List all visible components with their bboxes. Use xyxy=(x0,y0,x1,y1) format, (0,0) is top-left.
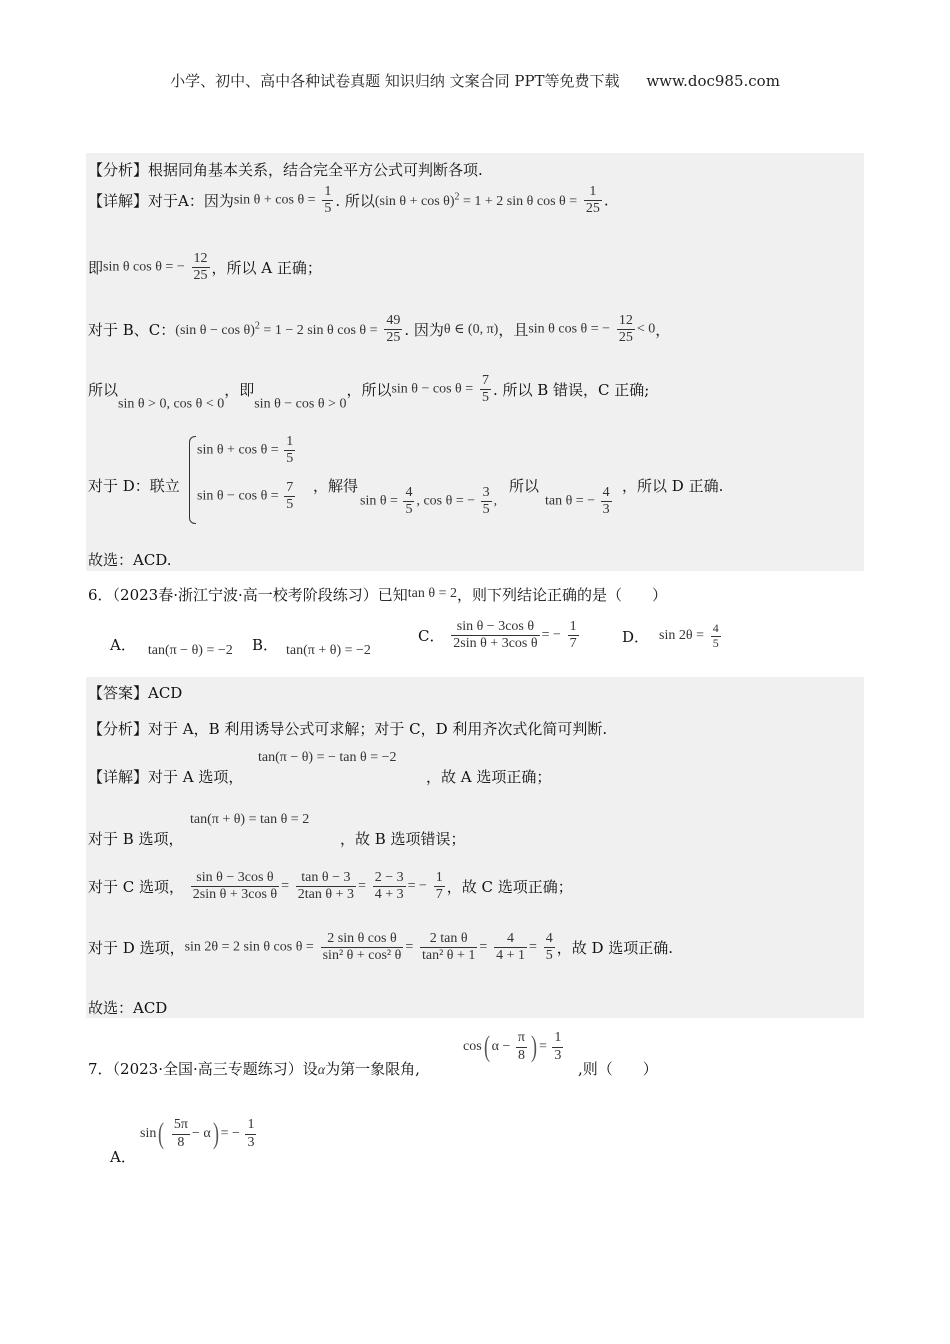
text: . 所以 B 错误，C 正确; xyxy=(492,381,650,400)
q6-detail-d xyxy=(88,931,673,964)
q6-given: tan θ = 2 xyxy=(407,586,457,601)
q5-detail-e-label: 对于 D：联立 xyxy=(88,477,180,495)
text: . xyxy=(603,191,609,210)
denominator: 4 + 3 xyxy=(374,887,404,903)
q5-eq-5: θ ∈ (0, π) xyxy=(443,322,499,338)
denominator: sin² θ + cos² θ xyxy=(322,948,402,964)
exponent: 2 xyxy=(254,320,260,332)
text: ，则下列结论正确的是（ ） xyxy=(456,586,667,604)
denominator: 4 + 1 xyxy=(496,948,525,964)
numerator: 1 xyxy=(584,184,602,201)
fraction xyxy=(296,870,356,903)
text: ，解得 xyxy=(313,477,359,495)
numerator: 1 xyxy=(245,1117,256,1134)
denominator: 3 xyxy=(247,1134,255,1150)
option-label: D． xyxy=(622,627,650,646)
numerator: 1 xyxy=(284,434,295,451)
q6-detail-a: 【详解】对于 A 选项， xyxy=(88,768,244,786)
denominator: 5 xyxy=(482,502,490,518)
system-eq-1 xyxy=(197,434,297,467)
q5-detail-d xyxy=(88,373,649,413)
equals: = xyxy=(529,939,537,955)
text: ，所以 xyxy=(346,381,392,400)
text: 所以 xyxy=(88,381,119,400)
text: 对于 D 选项， xyxy=(88,939,185,958)
denominator: 25 xyxy=(193,268,208,284)
site-header xyxy=(0,70,950,91)
option-label: C． xyxy=(418,627,445,646)
fraction xyxy=(284,434,295,467)
numerator: 4 xyxy=(403,485,414,502)
q7-option-a-label[interactable]: A． xyxy=(110,1148,136,1166)
q6-detail-c xyxy=(88,870,573,903)
denominator: 2sin θ + 3cos θ xyxy=(192,887,278,903)
option-expr: sin 2θ = xyxy=(659,628,704,644)
option-label: A． xyxy=(110,636,136,654)
equals: = xyxy=(281,878,290,894)
fraction xyxy=(172,1117,190,1150)
denominator: 5 xyxy=(286,451,294,467)
fraction xyxy=(245,1117,256,1150)
text: 6．（2023春·浙江宁波·高一校考阶段练习）已知 xyxy=(88,586,408,604)
header-url[interactable]: www.doc985.com xyxy=(646,72,780,90)
numerator: 3 xyxy=(481,485,492,502)
denominator: 5 xyxy=(286,497,294,513)
q7-stem-a xyxy=(88,1058,420,1079)
text: ，故 C 选项正确； xyxy=(446,878,573,897)
q5-eq-2 xyxy=(374,191,578,209)
fraction xyxy=(544,931,555,964)
expr: = 1 + 2 sin θ cos θ = xyxy=(463,193,578,209)
denominator: 5 xyxy=(481,390,489,406)
text: ,则（ ） xyxy=(578,1060,658,1078)
text: 所以 xyxy=(509,477,540,495)
paren-right: ) xyxy=(530,1030,537,1063)
fraction xyxy=(552,1030,563,1063)
numerator: 7 xyxy=(480,373,491,390)
q5-eq-8: sin θ − cos θ > 0 xyxy=(254,396,347,412)
numerator: 49 xyxy=(384,313,402,330)
denominator: 2tan θ + 3 xyxy=(297,887,355,903)
q5-detail-a-label: 【详解】对于A：因为 xyxy=(88,192,234,211)
q6-detail-a-eq: tan(π − θ) = − tan θ = −2 xyxy=(258,750,397,765)
alpha-symbol: α xyxy=(317,1063,326,1078)
text: . 所以 xyxy=(335,192,375,211)
text: 对于 B、C： xyxy=(88,321,176,340)
denominator: 8 xyxy=(177,1134,185,1150)
fraction xyxy=(420,931,477,964)
q5-eq-6: sin θ cos θ = − xyxy=(528,321,611,337)
expr: − α xyxy=(191,1126,211,1141)
expr: sin θ + cos θ = xyxy=(197,442,279,458)
numerator: 5π xyxy=(172,1117,190,1134)
q6-stem xyxy=(88,584,667,605)
q6-option-d[interactable] xyxy=(622,622,723,651)
text: ，故 B 选项错误； xyxy=(340,830,466,848)
expr: tan θ = − xyxy=(545,493,596,509)
option-expr: tan(π − θ) = −2 xyxy=(147,643,233,658)
q7-option-a[interactable] xyxy=(140,1117,258,1151)
numerator: 2 tan θ xyxy=(420,931,477,948)
q6-option-b[interactable] xyxy=(252,634,371,659)
expr: sin 2θ = 2 sin θ cos θ = xyxy=(184,939,314,955)
fraction xyxy=(516,1030,527,1063)
fraction xyxy=(584,184,602,217)
expr: (sin θ + cos θ) xyxy=(374,193,455,209)
q5-detail-c xyxy=(88,313,670,346)
expr: α − xyxy=(491,1039,511,1054)
q6-detail-b-eq: tan(π + θ) = tan θ = 2 xyxy=(190,812,310,827)
q5-eq-9: sin θ − cos θ = xyxy=(391,381,474,397)
equals: = xyxy=(358,878,366,894)
denominator: 7 xyxy=(435,887,443,903)
expr: = xyxy=(538,1039,547,1054)
numerator: 1 xyxy=(568,619,579,636)
q5-answer: 故选：ACD. xyxy=(88,551,172,569)
fraction xyxy=(601,485,612,518)
denominator: 5 xyxy=(405,502,413,518)
numerator: sin θ − 3cos θ xyxy=(191,870,279,887)
expr: = − xyxy=(407,878,427,894)
denominator: 25 xyxy=(386,330,401,346)
numerator: 1 xyxy=(322,184,333,201)
q6-option-a[interactable] xyxy=(110,634,233,659)
text: 为第一象限角, xyxy=(325,1060,420,1078)
text: . 因为 xyxy=(404,321,444,340)
q5-detail-a xyxy=(88,184,609,217)
denominator: 3 xyxy=(602,502,610,518)
system-brace xyxy=(189,436,196,524)
q6-detail-b: 对于 B 选项， xyxy=(88,830,184,848)
expr: = − xyxy=(541,627,561,643)
numerator: 4 xyxy=(712,621,719,635)
numerator: π xyxy=(516,1030,527,1047)
expr: , cos θ = − xyxy=(416,493,476,509)
q5-tan-eq xyxy=(545,485,614,518)
text: ，即 xyxy=(224,381,255,400)
fraction xyxy=(434,870,445,903)
denominator: 5 xyxy=(545,948,553,964)
q6-final-answer: 故选：ACD xyxy=(88,999,168,1017)
text: ，所以 A 正确； xyxy=(211,259,322,278)
fraction xyxy=(617,313,635,346)
numerator: 4 xyxy=(544,931,555,948)
numerator: 2 − 3 xyxy=(373,870,406,887)
denominator: 5 xyxy=(324,201,332,217)
numerator: 1 xyxy=(552,1030,563,1047)
numerator: 12 xyxy=(617,313,635,330)
denominator: tan² θ + 1 xyxy=(422,948,476,964)
text: ，故 A 选项正确； xyxy=(426,768,552,786)
exponent: 2 xyxy=(454,191,460,203)
denominator: 7 xyxy=(569,636,577,652)
q5-eq-4 xyxy=(175,320,378,338)
fraction xyxy=(480,373,491,406)
text: 对于 C 选项， xyxy=(88,878,185,897)
numerator: tan θ − 3 xyxy=(296,870,356,887)
numerator: 4 xyxy=(494,931,527,948)
fraction xyxy=(191,870,279,903)
fraction xyxy=(568,619,579,652)
text: ，故 D 选项正确. xyxy=(556,939,674,958)
paren-left: ( xyxy=(158,1117,165,1150)
fraction xyxy=(284,480,295,513)
expr: , xyxy=(493,493,498,509)
fraction xyxy=(321,931,404,964)
text: ，且 xyxy=(498,321,529,340)
fraction xyxy=(481,485,492,518)
fraction xyxy=(373,870,406,903)
q5-detail-b xyxy=(88,251,322,284)
expr: = 1 − 2 sin θ cos θ = xyxy=(263,322,378,338)
fraction xyxy=(384,313,402,346)
paren-left: ( xyxy=(483,1030,490,1063)
q7-condition xyxy=(463,1030,565,1064)
expr: (sin θ − cos θ) xyxy=(175,322,255,338)
denominator: 8 xyxy=(517,1047,525,1063)
numerator: 7 xyxy=(284,480,295,497)
system-eq-2 xyxy=(197,480,297,513)
denominator: 5 xyxy=(712,635,719,650)
text: 7．（2023·全国·高三专题练习）设 xyxy=(88,1060,318,1078)
numerator: 2 sin θ cos θ xyxy=(321,931,404,948)
expr: cos xyxy=(463,1039,482,1054)
fraction xyxy=(192,251,210,284)
paren-right: ) xyxy=(212,1117,219,1150)
fraction xyxy=(494,931,527,964)
option-expr: tan(π + θ) = −2 xyxy=(286,643,371,658)
denominator: 2sin θ + 3cos θ xyxy=(453,636,538,652)
text: ，所以 D 正确. xyxy=(622,477,724,495)
header-text: 小学、初中、高中各种试卷真题 知识归纳 文案合同 PPT等免费下载 xyxy=(170,72,620,90)
denominator: 3 xyxy=(554,1047,562,1063)
fraction xyxy=(451,619,539,652)
q5-eq-1: sin θ + cos θ = xyxy=(233,192,316,208)
numerator: 12 xyxy=(192,251,210,268)
q6-analysis: 【分析】对于 A，B 利用诱导公式可求解；对于 C，D 利用齐次式化简可判断. xyxy=(88,720,608,738)
text: 即 xyxy=(88,259,104,278)
numerator: 4 xyxy=(601,485,612,502)
expr: sin θ = xyxy=(360,493,398,509)
expr: < 0 xyxy=(636,321,656,337)
fraction xyxy=(711,622,721,651)
q5-eq-3: sin θ cos θ = − xyxy=(103,259,185,275)
numerator: sin θ − 3cos θ xyxy=(451,619,539,636)
q5-eq-7: sin θ > 0, cos θ < 0 xyxy=(118,396,225,412)
denominator: 25 xyxy=(585,201,600,217)
q5-solution-eq xyxy=(360,485,497,518)
q6-answer-key: 【答案】ACD xyxy=(88,684,183,702)
numerator: 1 xyxy=(434,870,445,887)
denominator: 25 xyxy=(618,330,633,346)
equals: = xyxy=(479,939,488,955)
expr: sin xyxy=(140,1126,157,1141)
fraction xyxy=(322,184,333,217)
fraction xyxy=(403,485,414,518)
option-label: B． xyxy=(252,636,279,654)
expr: = − xyxy=(220,1126,240,1141)
q5-analysis: 【分析】根据同角基本关系，结合完全平方公式可判断各项. xyxy=(88,161,483,179)
text: ， xyxy=(655,321,671,340)
equals: = xyxy=(405,939,414,955)
expr: sin θ − cos θ = xyxy=(197,488,279,504)
q6-option-c[interactable] xyxy=(418,619,581,652)
